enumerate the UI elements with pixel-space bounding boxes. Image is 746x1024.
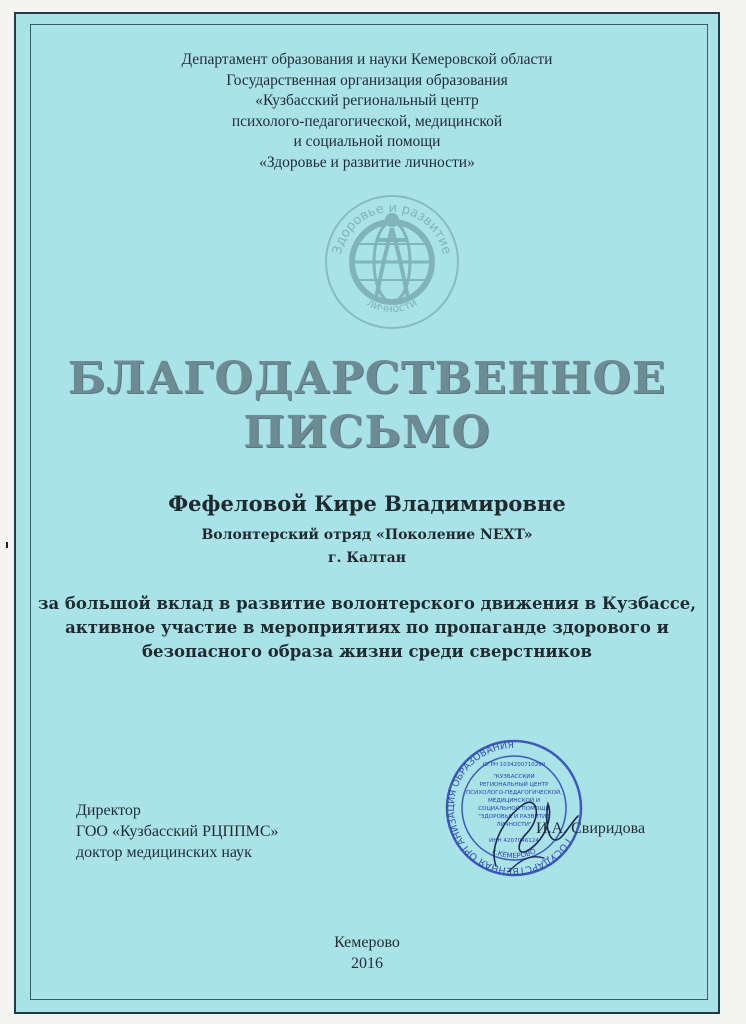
reason-line: безопасного образа жизни среди сверстников — [141, 642, 593, 661]
stamp-inner-line: ПСИХОЛОГО-ПЕДАГОГИЧЕСКОЙ, — [466, 790, 562, 796]
header-line: «Здоровье и развитие личности» — [259, 153, 475, 171]
director-block — [76, 800, 279, 863]
title-line-2: ПИСЬМО — [243, 407, 491, 458]
scan-speck — [6, 542, 8, 548]
emblem-text-top: Здоровье и развитие — [329, 200, 455, 256]
header-line: «Кузбасский региональный центр — [255, 92, 479, 109]
director-line: Директор — [76, 802, 141, 819]
emblem-text-bottom: личности — [364, 295, 420, 316]
stamp-inner-line: "КУЗБАССКИЙ — [493, 774, 535, 780]
stamp-city: г.КЕМЕРОВО — [490, 847, 538, 861]
svg-text:личности — [365, 296, 420, 315]
recipient-name: Фефеловой Кире Владимировне — [168, 491, 566, 516]
stamp-inner-line: "ЗДОРОВЬЕ И РАЗВИТИЕ — [478, 814, 550, 820]
award-reason — [16, 592, 718, 664]
header-line: психолого-педагогической, медицинской — [231, 112, 503, 130]
stamp-ogrn: ОГРН 1034200710260 — [482, 762, 546, 768]
title-line-1: БЛАГОДАРСТВЕННОЕ — [67, 353, 667, 404]
footer-year: 2016 — [351, 955, 383, 972]
letter-title — [16, 352, 718, 460]
stamp-inner-line: МЕДИЦИНСКОЙ И — [487, 798, 541, 804]
header-line: Департамент образования и науки Кемеровской области — [181, 51, 553, 68]
stamp-inn: ИНН 4207046124 — [489, 838, 539, 844]
certificate-sheet — [14, 12, 720, 1014]
recipient-unit: Волонтерский отряд «Поколение NEXT» — [201, 527, 533, 543]
reason-line: активное участие в мероприятиях по пропаганде здорового и — [65, 618, 669, 637]
director-line: ГОО «Кузбасский РЦППМС» — [76, 823, 279, 840]
footer-city: Кемерово — [334, 934, 400, 951]
globe-figure-emblem-icon — [318, 190, 466, 332]
footer — [16, 932, 718, 974]
recipient-details — [16, 524, 718, 570]
stamp-inner-line: РЕГИОНАЛЬНЫЙ ЦЕНТР — [479, 782, 549, 788]
issuer-header — [16, 50, 718, 173]
header-line: и социальной помощи — [293, 133, 441, 150]
header-line: Государственная организация образования — [226, 71, 508, 89]
signer-name: И.А. Свиридова — [536, 820, 646, 837]
stamp-inner-line: ЛИЧНОСТИ" — [496, 822, 532, 828]
director-line: доктор медицинских наук — [76, 844, 252, 861]
reason-line: за большой вклад в развитие волонтерского движения в Кузбассе, — [37, 594, 697, 613]
stamp-inner-line: СОЦИАЛЬНОЙ ПОМОЩИ — [478, 806, 550, 812]
stamp-outer-text: ГОСУДАРСТВЕННАЯ ОРГАНИЗАЦИЯ ОБРАЗОВАНИЯ — [445, 739, 573, 877]
recipient-city: г. Калтан — [328, 550, 406, 566]
